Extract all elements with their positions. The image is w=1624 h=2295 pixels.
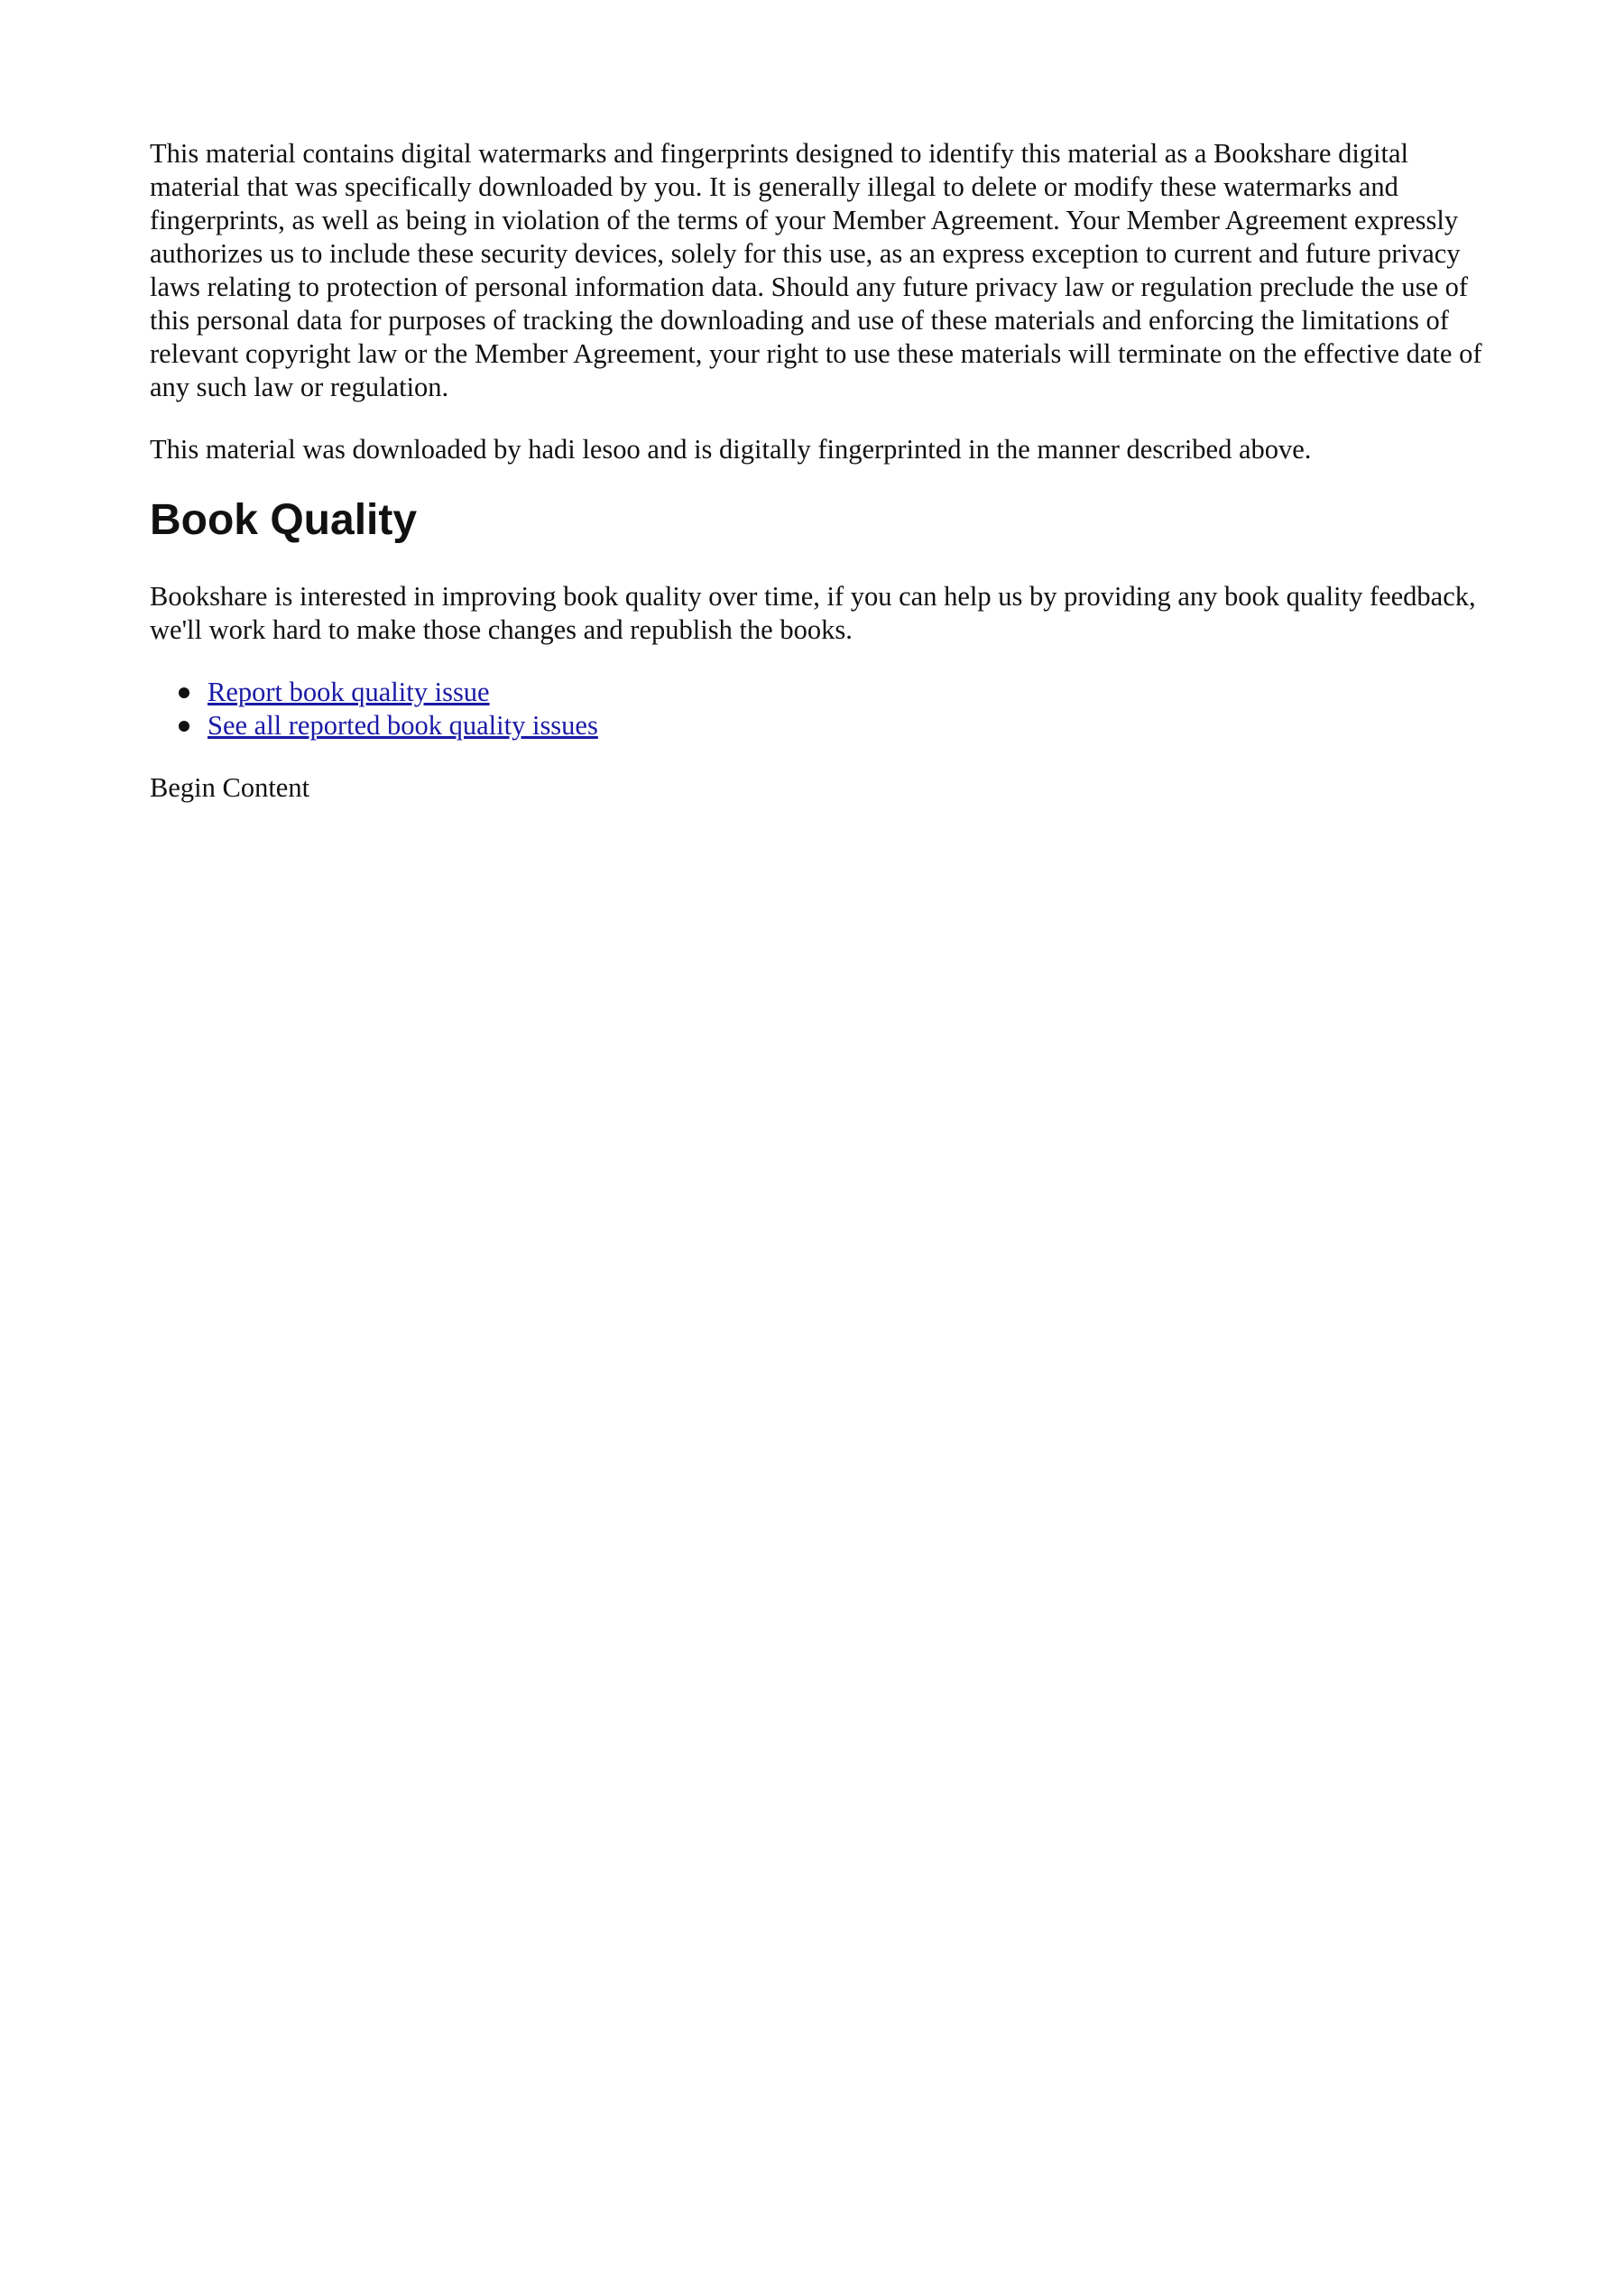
report-book-quality-issue-link[interactable]: Report book quality issue bbox=[208, 677, 490, 707]
see-all-reported-issues-link[interactable]: See all reported book quality issues bbox=[208, 710, 598, 741]
bullet-icon bbox=[179, 687, 189, 698]
begin-content-text: Begin Content bbox=[150, 772, 310, 803]
list-item bbox=[179, 676, 1494, 709]
watermark-notice-paragraph: This material contains digital watermarks and fingerprints designed to identify this material as a Bookshare digital material that was specifically downloaded by you. It is generally illegal to delete or modify these watermarks and fingerprints, as well as being in violation of the terms of your Member Agreement. Your Member Agreement expressly authorizes us to include these security devices, solely for this use, as an express exception to current and future privacy laws relating to protection of personal information data. Should any future privacy law or regulation preclude the use of this personal data for purposes of tracking the downloading and use of these materials and enforcing the limitations of relevant copyright law or the Member Agreement, your right to use these materials will terminate on the effective date of any such law or regulation. bbox=[150, 138, 1482, 402]
book-quality-heading: Book Quality bbox=[150, 496, 418, 544]
book-quality-intro-paragraph: Bookshare is interested in improving book quality over time, if you can help us by providing any book quality feedback, we'll work hard to make those changes and republish the books. bbox=[150, 581, 1476, 645]
bullet-icon bbox=[179, 721, 189, 732]
document-page bbox=[150, 137, 1494, 805]
downloaded-by-paragraph: This material was downloaded by hadi lesoo and is digitally fingerprinted in the manner described above. bbox=[150, 434, 1312, 465]
book-quality-link-list bbox=[150, 676, 1494, 742]
list-item bbox=[179, 709, 1494, 742]
